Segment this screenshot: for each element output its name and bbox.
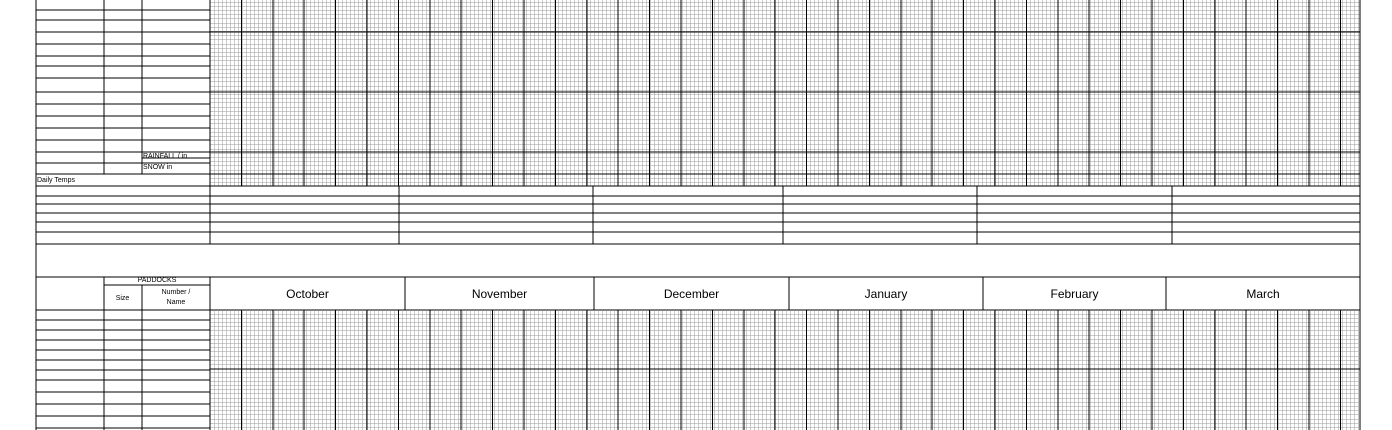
month-october: October	[286, 287, 329, 301]
paddocks-label: PADDOCKS	[137, 277, 177, 284]
name-label: Name	[166, 299, 186, 306]
rainfall-label: RAINFALL / in	[143, 153, 188, 160]
month-march: March	[1246, 287, 1280, 301]
number-label: Number /	[161, 289, 191, 296]
month-february: February	[1050, 287, 1099, 301]
month-january: January	[864, 287, 908, 301]
month-november: November	[471, 287, 528, 301]
daily-temps-label: Daily Temps	[37, 177, 75, 184]
month-december: December	[663, 287, 720, 301]
size-label: Size	[115, 295, 130, 302]
snow-label: SNOW in	[143, 164, 173, 171]
